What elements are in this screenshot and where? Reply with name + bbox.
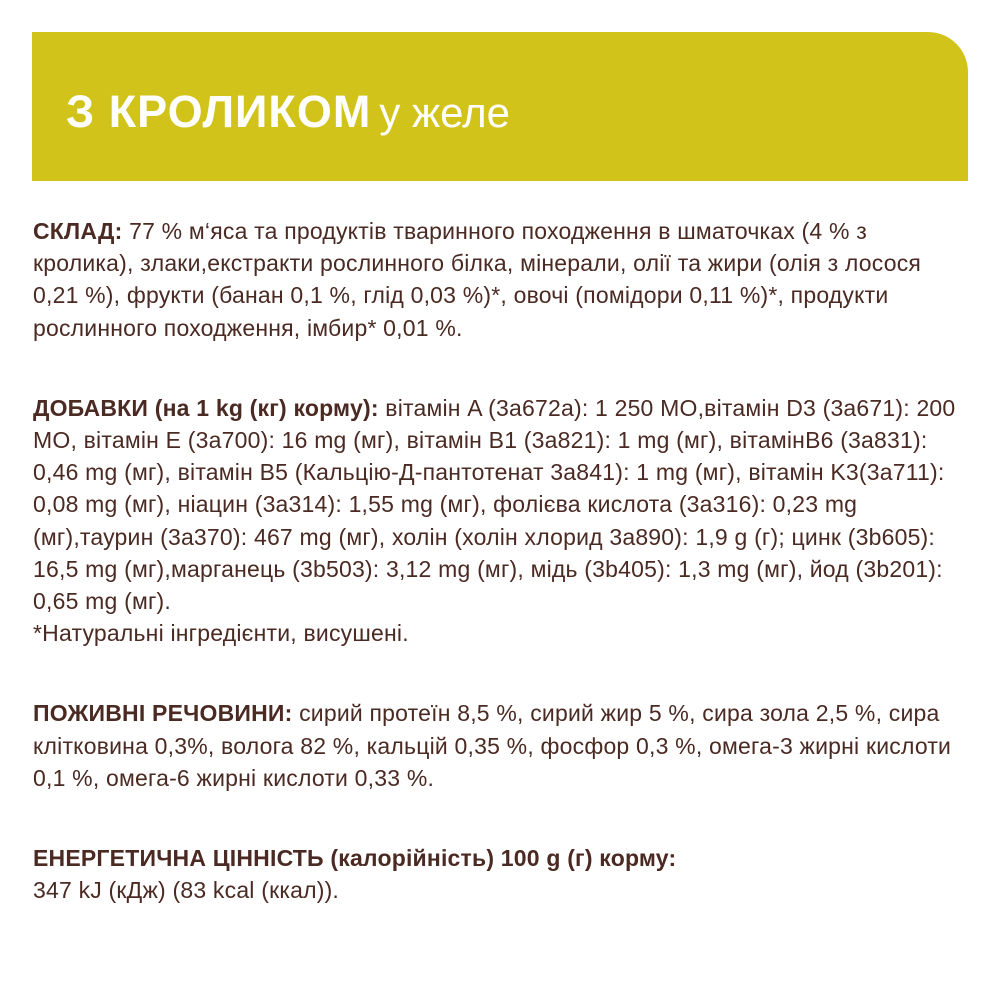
energy-text: 347 kJ (кДж) (83 kcal (ккал)). (33, 877, 340, 904)
additives-footnote: *Натуральні інгредієнти, висушені. (33, 620, 409, 647)
energy-label: ЕНЕРГЕТИЧНА ЦІННІСТЬ (калорійність) 100 g (г) корму: (33, 845, 677, 872)
nutrients-text: сирий протеїн 8,5 %, сирий жир 5 %, сира зола 2,5 %, сира клітковина 0,3%, волога 82 %, кальцій 0,35 %, фосфор 0,3 %, омега-3 жирні кислоти 0,1 %, омега-6 жирні кислоти 0,33 %. (33, 700, 952, 791)
additives-text: вітамін A (3a672a): 1 250 МО,вітамін D3 (3a671): 200 МО, вітамін E (3a700): 16 mg (мг), вітамін B1 (3a821): 1 mg (мг), вітамінB6 (3a831): 0,46 mg (мг), вітамін B5 (Кальцію-Д-пантотенат 3a841): 1 mg (мг), вітамін K3(3a711): 0,08 mg (мг), ніацин (3a314): 1,55 mg (мг), фолієва кислота (3a316): 0,23 mg (мг),таурин (3a370): 467 mg (мг), холін (холін хлорид 3a890): 1,9 g (г); цинк (3b605): 16,5 mg (мг),марганець (3b503): 3,12 mg (мг), мідь (3b405): 1,3 mg (мг), йод (3b201): 0,65 mg (мг). (33, 394, 956, 615)
ingredients-content (33, 215, 973, 906)
composition-label: СКЛАД: (33, 218, 123, 244)
energy-section (33, 842, 973, 906)
header-banner (32, 32, 968, 181)
product-title-main: З КРОЛИКОМ (66, 86, 372, 137)
product-title (66, 84, 510, 141)
composition-section (33, 215, 973, 344)
nutrients-section (33, 697, 973, 794)
composition-text: 77 % м‘яса та продуктів тваринного походження в шматочках (4 % з кролика), злаки,екстракти рослинного білка, мінерали, олії та жири (олія з лосося 0,21 %), фрукти (банан 0,1 %, глід 0,03 %)*, овочі (помідори 0,11 %)*, продукти рослинного походження, імбир* 0,01 %. (33, 218, 922, 341)
additives-section (33, 392, 973, 650)
product-title-sub: у желе (379, 89, 510, 136)
additives-label: ДОБАВКИ (на 1 kg (кг) корму): (33, 394, 379, 421)
nutrients-label: ПОЖИВНІ РЕЧОВИНИ: (33, 700, 293, 727)
